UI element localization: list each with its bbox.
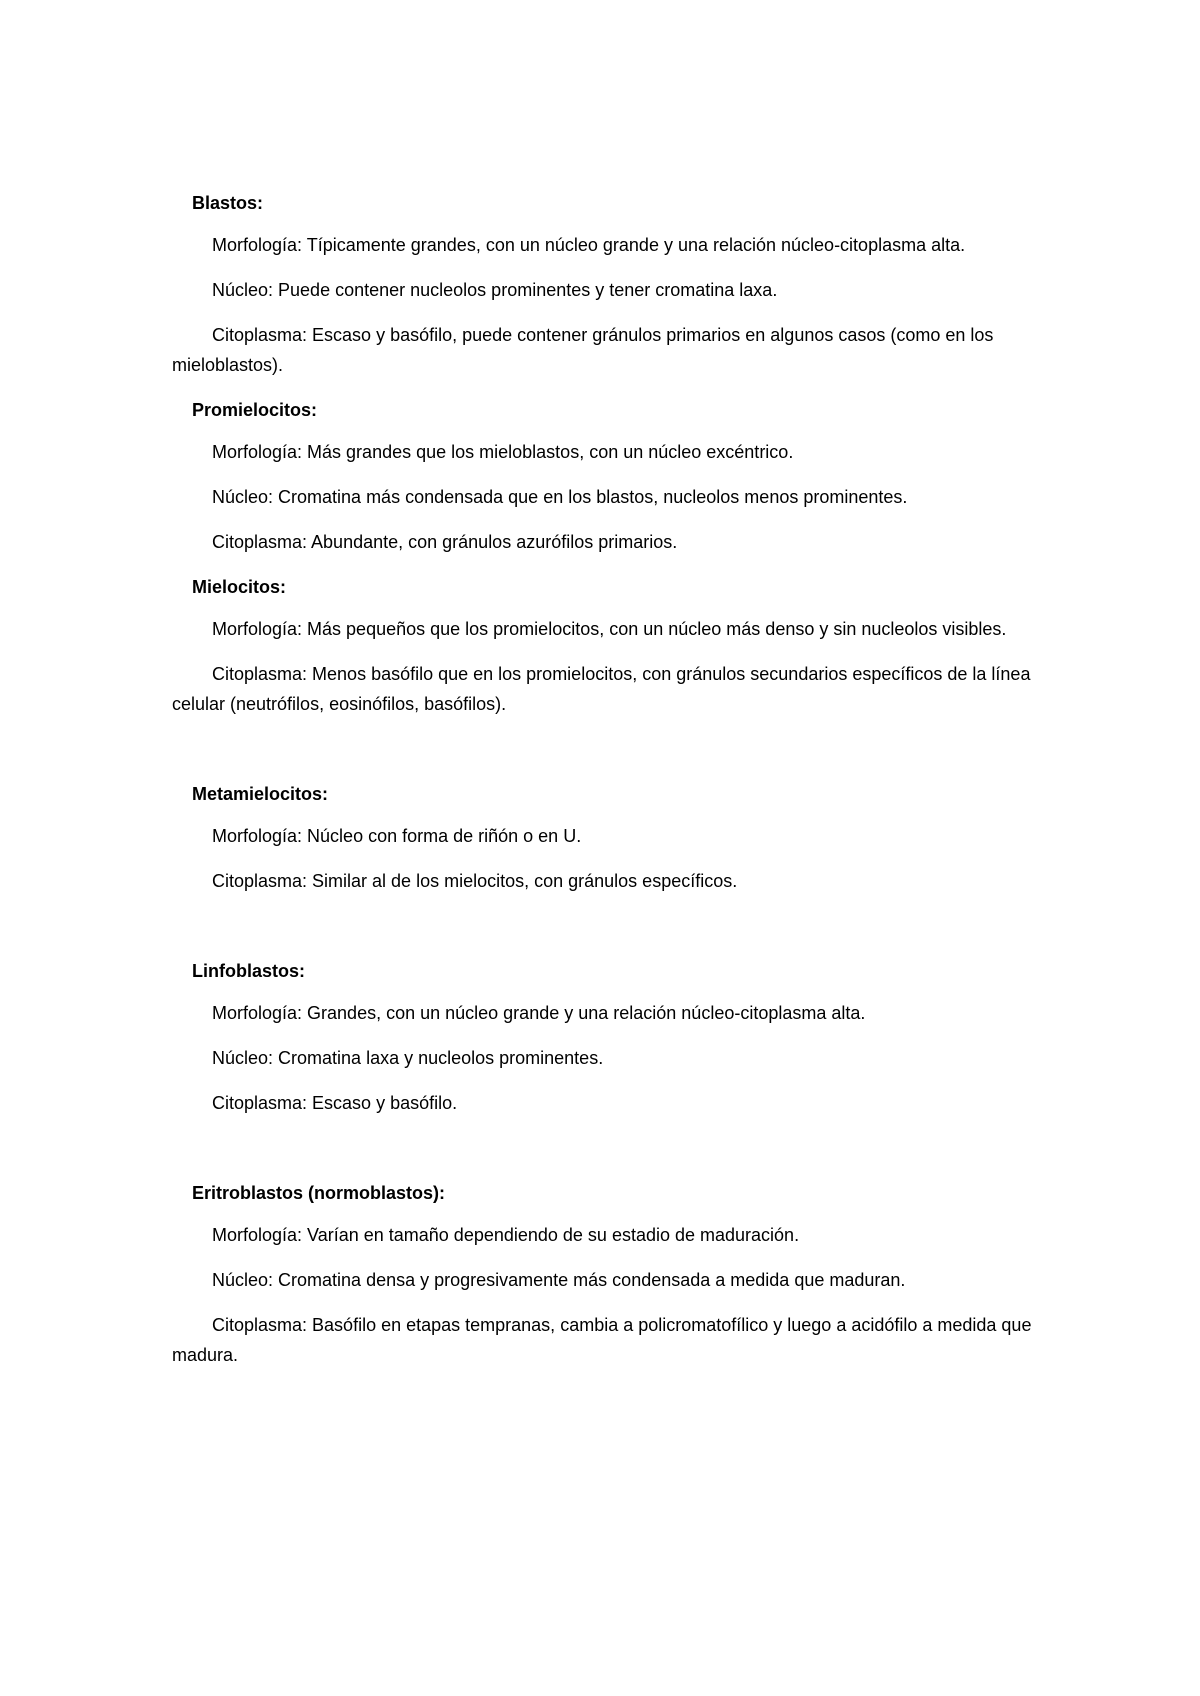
paragraph-morfologia: Morfología: Más grandes que los mieloblastos, con un núcleo excéntrico.: [212, 442, 794, 462]
section-heading: Eritroblastos (normoblastos):: [192, 1183, 446, 1203]
paragraph-citoplasma: Citoplasma: Escaso y basófilo, puede contener gránulos primarios en algunos casos (como en los mieloblastos).: [172, 325, 994, 375]
document-body: [172, 188, 1032, 1385]
section-mielocitos: [172, 572, 1032, 719]
section-heading: Promielocitos:: [192, 400, 318, 420]
spacer: [172, 1133, 1032, 1178]
section-blastos: [172, 188, 1032, 380]
section-eritroblastos: [172, 1178, 1032, 1370]
paragraph-citoplasma: Citoplasma: Basófilo en etapas tempranas, cambia a policromatofílico y luego a acidófilo a medida que madura.: [172, 1315, 1032, 1365]
section-promielocitos: [172, 395, 1032, 557]
paragraph-citoplasma: Citoplasma: Escaso y basófilo.: [212, 1093, 458, 1113]
paragraph-morfologia: Morfología: Grandes, con un núcleo grande y una relación núcleo-citoplasma alta.: [212, 1003, 866, 1023]
paragraph-morfologia: Morfología: Típicamente grandes, con un núcleo grande y una relación núcleo-citoplasma alta.: [212, 235, 966, 255]
section-heading: Mielocitos:: [192, 577, 287, 597]
section-linfoblastos: [172, 956, 1032, 1118]
paragraph-morfologia: Morfología: Núcleo con forma de riñón o en U.: [212, 826, 582, 846]
spacer: [172, 911, 1032, 956]
paragraph-citoplasma: Citoplasma: Similar al de los mielocitos, con gránulos específicos.: [212, 871, 738, 891]
paragraph-nucleo: Núcleo: Cromatina más condensada que en los blastos, nucleolos menos prominentes.: [212, 487, 908, 507]
section-metamielocitos: [172, 779, 1032, 896]
paragraph-nucleo: Núcleo: Cromatina laxa y nucleolos prominentes.: [212, 1048, 604, 1068]
paragraph-morfologia: Morfología: Varían en tamaño dependiendo de su estadio de maduración.: [212, 1225, 800, 1245]
paragraph-nucleo: Núcleo: Puede contener nucleolos prominentes y tener cromatina laxa.: [212, 280, 778, 300]
paragraph-nucleo: Núcleo: Cromatina densa y progresivamente más condensada a medida que maduran.: [212, 1270, 906, 1290]
section-heading: Metamielocitos:: [192, 784, 329, 804]
paragraph-citoplasma: Citoplasma: Abundante, con gránulos azurófilos primarios.: [212, 532, 678, 552]
paragraph-morfologia: Morfología: Más pequeños que los promielocitos, con un núcleo más denso y sin nucleolos visibles.: [212, 619, 1007, 639]
section-heading: Blastos:: [192, 193, 264, 213]
section-heading: Linfoblastos:: [192, 961, 305, 981]
spacer: [172, 734, 1032, 779]
paragraph-citoplasma: Citoplasma: Menos basófilo que en los promielocitos, con gránulos secundarios específicos de la línea celular (neutrófilos, eosinófilos, basófilos).: [172, 664, 1031, 714]
